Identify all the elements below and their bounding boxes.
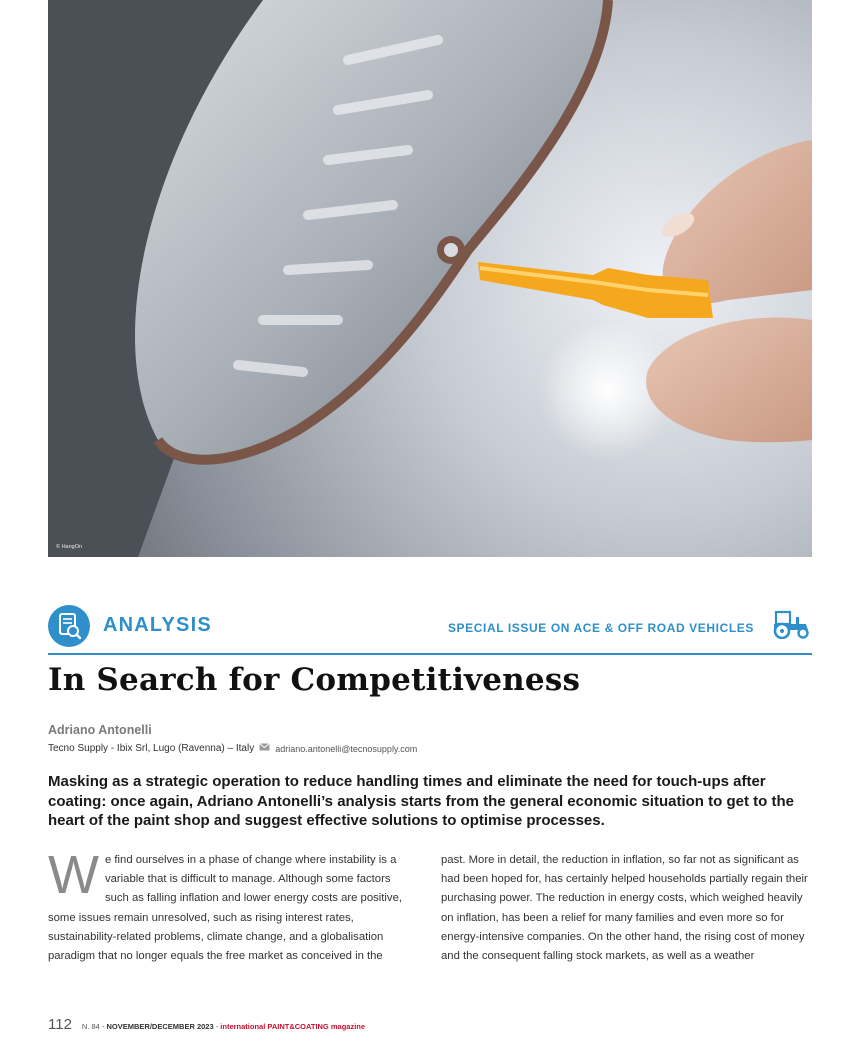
section-label: ANALYSIS	[103, 614, 212, 636]
envelope-icon	[259, 743, 270, 754]
body-column-2: past. More in detail, the reduction in inflation, so far not as significant as had been hoped for, has certainly helped households partially regain their purchasing power. The reduction in energy costs, which weighed heavily on inflation, has been a relief for many families and even more so for energy-intensive companies. On the other hand, the rising cost of money and the consequent falling stock markets, as well as a weather	[441, 854, 808, 963]
page-number: 112	[48, 1016, 72, 1033]
issue-date: NOVEMBER/DECEMBER 2023	[106, 1022, 214, 1031]
special-issue-label: SPECIAL ISSUE ON ACE & OFF ROAD VEHICLES	[447, 621, 754, 635]
magazine-name: international PAINT&COATING magazine	[220, 1022, 366, 1031]
drop-cap: W	[48, 845, 99, 905]
masking-plug-photo	[48, 0, 812, 557]
issue-line	[82, 1022, 365, 1031]
body-column-1	[48, 845, 406, 966]
article-lead: Masking as a strategic operation to reduce handling times and eliminate the need for touch-ups after coating: once again, Adriano Antonelli’s analysis starts from the general economic situation to get to the heart of the paint shop and suggest effective solutions to optimise processes.	[48, 773, 794, 829]
issue-separator: -	[213, 1022, 221, 1031]
page-footer	[48, 1016, 365, 1033]
tractor-icon	[770, 609, 812, 643]
section-header	[48, 603, 812, 655]
hero-image	[48, 0, 812, 557]
affiliation-text: Tecno Supply - Ibix Srl, Lugo (Ravenna) – Italy	[48, 743, 255, 754]
document-magnifier-icon	[48, 605, 90, 647]
photo-credit: © HangOn	[56, 544, 83, 550]
issue-prefix: N. 84 -	[81, 1022, 107, 1031]
author-affiliation	[48, 743, 417, 754]
body-column-1-text: e find ourselves in a phase of change where instability is a variable that is difficult to manage. Although some factors such as falling inflation and lower energy costs are positive, some issues remain unresolved, such as rising interest rates, sustainability-related problems, climate change, and a globalisation paradigm that no longer equals the free market as conceived in the	[48, 854, 402, 963]
author-email[interactable]: adriano.antonelli@tecnosupply.com	[275, 743, 418, 754]
article-title: In Search for Competitiveness	[48, 662, 581, 698]
author-name: Adriano Antonelli	[48, 723, 152, 737]
